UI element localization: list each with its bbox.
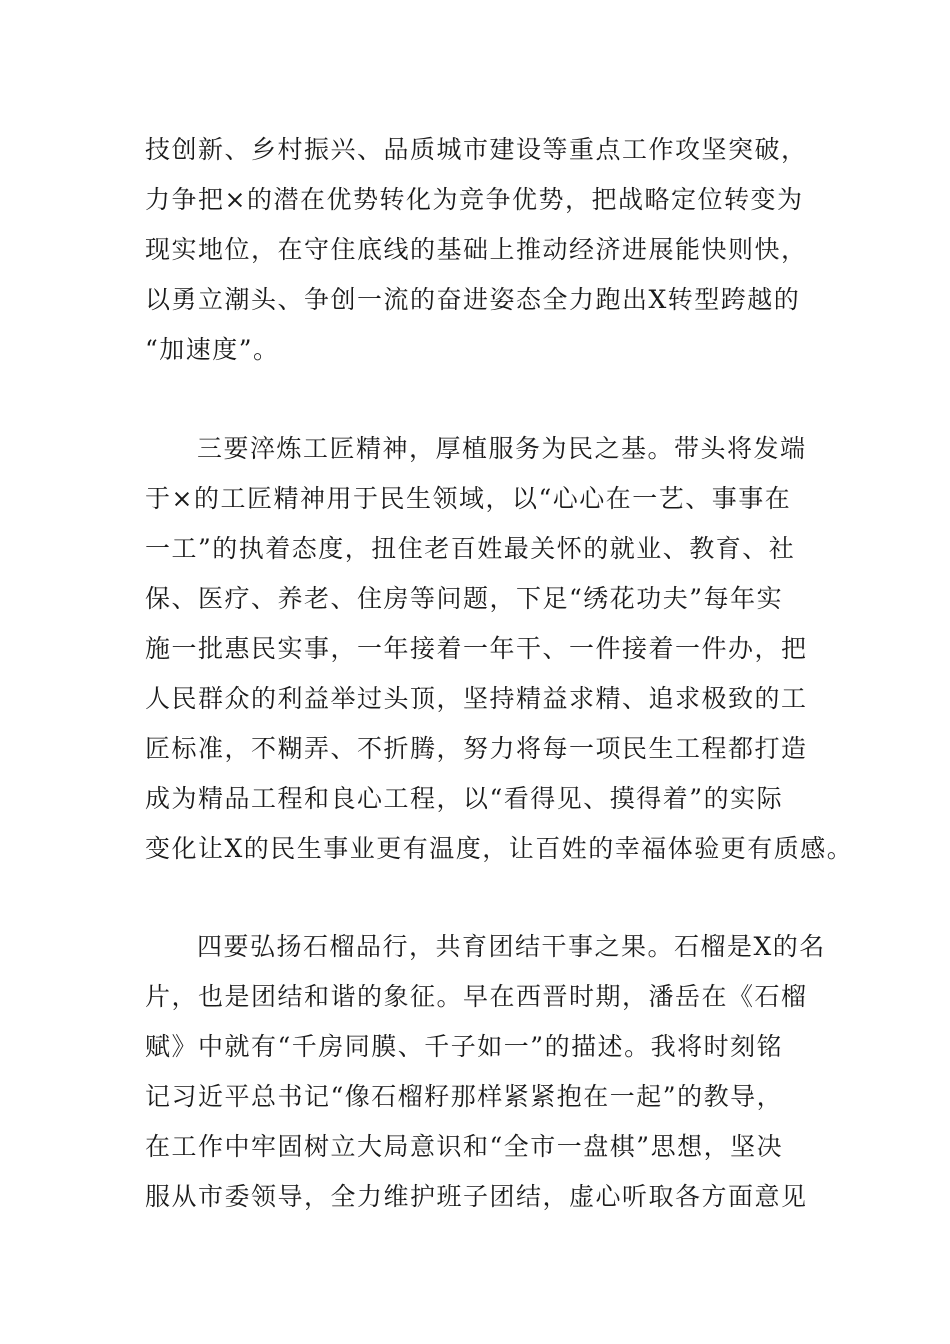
text-line: 于×的工匠精神用于民生领域，以“心心在一艺、事事在: [145, 484, 792, 513]
text-line: 施一批惠民实事，一年接着一年干、一件接着一件办，把: [145, 634, 808, 663]
paragraph-1: [145, 125, 835, 375]
text-line: 人民群众的利益举过头顶，坚持精益求精、追求极致的工: [145, 684, 808, 713]
paragraph-2: [145, 424, 854, 874]
text-line: “加速度”。: [145, 335, 280, 364]
paragraph-3: [145, 922, 835, 1222]
text-line: 片，也是团结和谐的象征。早在西晋时期，潘岳在《石榴: [145, 982, 808, 1011]
text-line: 匠标准，不糊弄、不折腾，努力将每一项民生工程都打造: [145, 734, 808, 763]
text-line: 技创新、乡村振兴、品质城市建设等重点工作攻坚突破，: [145, 135, 808, 164]
text-line: 变化让X的民生事业更有温度，让百姓的幸福体验更有质感。: [145, 834, 854, 863]
text-line: 服从市委领导，全力维护班子团结，虚心听取各方面意见: [145, 1182, 808, 1211]
text-line: 力争把×的潜在优势转化为竞争优势，把战略定位转变为: [145, 185, 804, 214]
text-line: 记习近平总书记“像石榴籽那样紧紧抱在一起”的教导，: [145, 1082, 784, 1111]
text-line: 现实地位，在守住底线的基础上推动经济进展能快则快，: [145, 235, 808, 264]
text-line: 在工作中牢固树立大局意识和“全市一盘棋”思想，坚决: [145, 1132, 784, 1161]
text-line: 成为精品工程和良心工程，以“看得见、摸得着”的实际: [145, 784, 784, 813]
text-line: 一工”的执着态度，扭住老百姓最关怀的就业、教育、社: [145, 534, 796, 563]
text-line: 四要弘扬石榴品行，共育团结干事之果。石榴是X的名: [197, 932, 826, 961]
text-line: 以勇立潮头、争创一流的奋进姿态全力跑出X转型跨越的: [145, 285, 801, 314]
text-line: 三要淬炼工匠精神，厚植服务为民之基。带头将发端: [197, 434, 807, 463]
text-line: 赋》中就有“千房同膜、千子如一”的描述。我将时刻铭: [145, 1032, 784, 1061]
text-line: 保、医疗、养老、住房等问题，下足“绣花功夫”每年实: [145, 584, 784, 613]
